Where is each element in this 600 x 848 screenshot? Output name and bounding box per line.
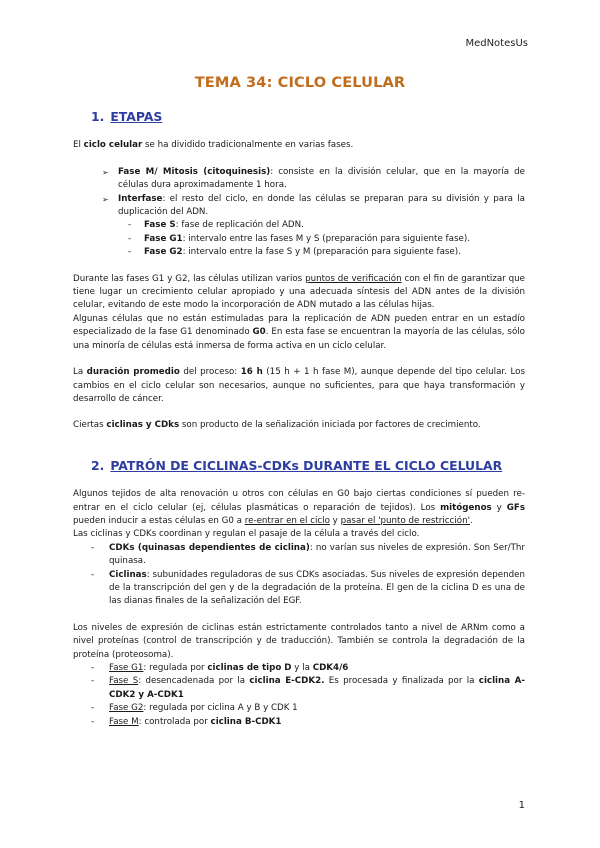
list-item bbox=[128, 246, 525, 259]
underlined-text: Fase G1 bbox=[109, 663, 144, 673]
regulation-list bbox=[73, 662, 525, 729]
bold-text: GFs bbox=[506, 502, 525, 513]
list-item bbox=[91, 542, 525, 569]
list-item bbox=[128, 233, 525, 246]
text-run: Algunas células que no están estimuladas para la replicación de ADN pueden entrar en un estadío especializado de la fase G1 denominado bbox=[73, 313, 525, 338]
paragraph bbox=[73, 488, 525, 528]
text-run: Algunos tejidos de alta renovación u otros con células en G0 bajo ciertas condiciones sí pueden re-entrar en el ciclo celular (ej, células plasmáticas o reparación de tejidos). Los bbox=[73, 489, 525, 513]
text-run: . En esta fase se encuentran la mayoría de las células, sólo una minoría de células está inmersa de forma activa en un ciclo celular. bbox=[73, 327, 525, 351]
bold-text: Fase G1 bbox=[144, 233, 183, 244]
paragraph bbox=[73, 273, 525, 313]
document-title: TEMA 34: CICLO CELULAR bbox=[194, 74, 406, 91]
text-run: son producto de la señalización iniciada por factores de crecimiento. bbox=[179, 420, 481, 431]
bold-text: Fase M/ Mitosis (citoquinesis) bbox=[118, 166, 271, 177]
text-run: : regulada por ciclina A y B y CDK 1 bbox=[143, 703, 298, 714]
underlined-text: re-entrar en el ciclo bbox=[244, 515, 330, 526]
header-brand: MedNotesUs bbox=[465, 38, 528, 49]
text-run: : subunidades reguladoras de sus CDKs asociadas. Sus niveles de expresión dependen de la transcripción del gen y de la degradación de la proteína. El gen de la ciclina D es una de las dianas finales de la señalización del EGF. bbox=[109, 569, 525, 607]
bold-text: CDK4/6 bbox=[312, 663, 349, 673]
bold-text: Fase G2 bbox=[144, 247, 183, 258]
text-run: y bbox=[329, 515, 341, 526]
bold-text: ciclo celular bbox=[83, 140, 143, 151]
paragraph bbox=[73, 366, 525, 406]
list-item bbox=[108, 193, 525, 220]
underlined-text: Fase M bbox=[109, 716, 139, 727]
list-item bbox=[91, 662, 525, 675]
list-item bbox=[91, 569, 525, 609]
cdk-list bbox=[73, 542, 525, 609]
phase-list bbox=[73, 166, 525, 220]
text-run: : intervalo entre la fase S y M (preparación para siguiente fase). bbox=[182, 247, 461, 258]
text-run: Ciertas bbox=[73, 420, 107, 431]
text-run: : desencadenada por la bbox=[138, 676, 250, 687]
bold-text: G0 bbox=[252, 327, 266, 338]
text-run: Los niveles de expresión de ciclinas están estrictamente controlados tanto a nivel de ARNm como a nivel proteínas (control de transcripción y de traducción). También se controla la degradación de la proteína (proteosoma). bbox=[73, 622, 525, 660]
text-run: : fase de replicación del ADN. bbox=[175, 220, 304, 231]
text-run: La bbox=[73, 367, 87, 378]
bold-text: duración promedio bbox=[86, 367, 180, 378]
bold-text: Ciclinas bbox=[109, 569, 147, 580]
text-run: se ha dividido tradicionalmente en varias fases. bbox=[142, 140, 354, 151]
text-run: Las ciclinas y CDKs coordinan y regulan el pasaje de la célula a través del ciclo. bbox=[73, 529, 420, 540]
bold-text: mitógenos bbox=[440, 502, 492, 513]
bold-text: CDKs (quinasas dependientes de ciclina) bbox=[109, 542, 310, 553]
bold-text: 16 h bbox=[240, 367, 263, 378]
section-number: 2. bbox=[91, 457, 105, 473]
paragraph bbox=[73, 622, 525, 662]
paragraph bbox=[73, 419, 525, 432]
bold-text: Interfase bbox=[118, 193, 163, 204]
text-run: : no varían sus niveles de expresión. Son Ser/Thr quinasa. bbox=[109, 542, 525, 567]
document-body bbox=[73, 110, 525, 729]
section-heading bbox=[73, 110, 525, 123]
paragraph bbox=[73, 313, 525, 353]
text-run: : controlada por bbox=[138, 716, 211, 727]
list-item bbox=[91, 702, 525, 715]
bold-text: ciclina E-CDK2. bbox=[249, 676, 325, 687]
bold-text: ciclinas y CDks bbox=[106, 420, 180, 431]
page-number: 1 bbox=[518, 800, 525, 811]
list-item bbox=[91, 675, 525, 702]
bold-text: Fase S bbox=[144, 220, 176, 231]
section-number: 1. bbox=[91, 109, 105, 124]
underlined-text: puntos de verificación bbox=[305, 273, 402, 284]
text-run: y la bbox=[291, 663, 313, 673]
section-title: ETAPAS bbox=[110, 109, 163, 124]
subphase-list bbox=[73, 219, 525, 259]
bold-text: ciclinas de tipo D bbox=[207, 663, 292, 673]
list-item bbox=[128, 219, 525, 232]
text-run: : el resto del ciclo, en donde las células se preparan para su división y para la duplicación del ADN. bbox=[118, 193, 525, 218]
text-run: : intervalo entre las fases M y S (preparación para siguiente fase). bbox=[182, 233, 470, 244]
text-run: con el fin de garantizar que tiene lugar un crecimiento celular apropiado y una adecuada síntesis del ADN antes de la división celular, evitando de este modo la incorporación de ADN mutado a las células hijas. bbox=[73, 273, 525, 311]
list-item bbox=[108, 166, 525, 193]
underlined-text: Fase G2 bbox=[109, 703, 144, 714]
text-run: Es procesada y finalizada por la bbox=[324, 676, 479, 687]
text-run: : regulada por bbox=[143, 663, 208, 673]
text-run: . bbox=[469, 515, 473, 526]
text-run: pueden inducir a estas células en G0 a bbox=[73, 515, 245, 526]
bold-text: ciclina A-CDK2 y A-CDK1 bbox=[109, 676, 525, 700]
underlined-text: Fase S bbox=[109, 676, 139, 687]
text-run: (15 h + 1 h fase M), aunque depende del tipo celular. Los cambios en el ciclo celular son necesarios, aunque no suficientes, para que haya transformación y desarrollo de cáncer. bbox=[73, 367, 525, 404]
text-run: y bbox=[491, 502, 507, 513]
paragraph bbox=[73, 528, 525, 541]
bold-text: ciclina B-CDK1 bbox=[210, 716, 282, 727]
underlined-text: pasar el 'punto de restricción' bbox=[340, 515, 470, 526]
text-run: El bbox=[73, 140, 84, 151]
text-run: del proceso: bbox=[179, 367, 241, 378]
text-run: : consiste en la división celular, que en la mayoría de células dura aproximadamente 1 hora. bbox=[118, 166, 525, 191]
text-run: Durante las fases G1 y G2, las células utilizan varios bbox=[73, 273, 306, 284]
section-title: PATRÓN DE CICLINAS-CDKs DURANTE EL CICLO CELULAR bbox=[110, 457, 503, 473]
list-item bbox=[91, 716, 525, 729]
section-heading bbox=[73, 459, 525, 472]
paragraph bbox=[73, 139, 525, 152]
